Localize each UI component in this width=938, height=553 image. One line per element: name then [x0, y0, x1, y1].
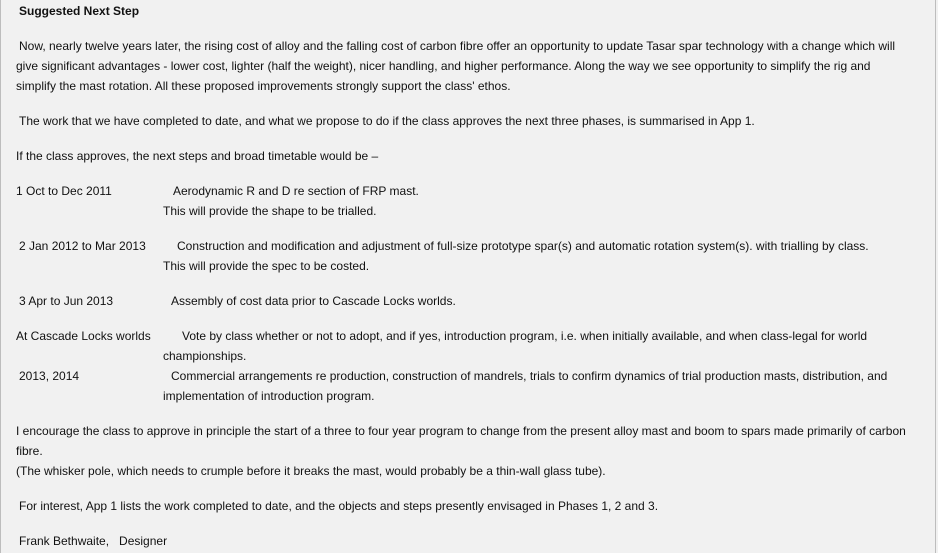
- section-heading: Suggested Next Step: [19, 4, 140, 18]
- interest-paragraph: For interest, App 1 lists the work completed to date, and the objects and steps presently envisaged in Phases 1, 2 and 3.: [19, 499, 659, 513]
- work-summary-paragraph: The work that we have completed to date, and what we propose to do if the class approves the next three phases, is summarised in App 1.: [19, 114, 755, 128]
- encourage-line-2: fibre.: [16, 444, 43, 458]
- encourage-line-1: I encourage the class to approve in principle the start of a three to four year program to change from the present alloy mast and boom to spars made primarily of carbon: [16, 424, 906, 438]
- timetable-period-1: 1 Oct to Dec 2011: [16, 184, 112, 198]
- signature: Frank Bethwaite, Designer: [19, 534, 168, 548]
- timetable-detail-1-line-2: This will provide the shape to be trialled.: [163, 204, 377, 218]
- timetable-detail-1-line-1: Aerodynamic R and D re section of FRP mast.: [173, 184, 419, 198]
- timetable-intro: If the class approves, the next steps and broad timetable would be –: [16, 149, 379, 163]
- timetable-detail-2-line-2: This will provide the spec to be costed.: [163, 259, 370, 273]
- timetable-detail-4-line-1: Vote by class whether or not to adopt, and if yes, introduction program, i.e. when initially available, and when class-legal for world: [182, 329, 868, 343]
- intro-line-2: give significant advantages - lower cost, lighter (half the weight), nicer handling, and higher performance. Along the way we see opportunity to simplify the rig and: [16, 59, 871, 73]
- timetable-detail-4-line-2: championships.: [163, 349, 247, 363]
- intro-line-3: simplify the mast rotation. All these proposed improvements strongly support the class' ethos.: [16, 79, 511, 93]
- timetable-detail-5-line-1: Commercial arrangements re production, construction of mandrels, trials to confirm dynamics of trial production masts, distribution, and: [171, 369, 888, 383]
- timetable-period-2: 2 Jan 2012 to Mar 2013: [19, 239, 146, 253]
- timetable-detail-2-line-1: Construction and modification and adjustment of full-size prototype spar(s) and automatic rotation system(s). with trialling by class.: [177, 239, 869, 253]
- timetable-detail-5-line-2: implementation of introduction program.: [163, 389, 375, 403]
- intro-line-1: Now, nearly twelve years later, the rising cost of alloy and the falling cost of carbon fibre offer an opportunity to update Tasar spar technology with a change which will: [19, 39, 896, 53]
- timetable-period-3: 3 Apr to Jun 2013: [19, 294, 114, 308]
- timetable-period-4: At Cascade Locks worlds: [16, 329, 151, 343]
- timetable-period-5: 2013, 2014: [19, 369, 80, 383]
- timetable-detail-3-line-1: Assembly of cost data prior to Cascade Locks worlds.: [171, 294, 456, 308]
- encourage-line-3: (The whisker pole, which needs to crumple before it breaks the mast, would probably be a thin-wall glass tube).: [16, 464, 606, 478]
